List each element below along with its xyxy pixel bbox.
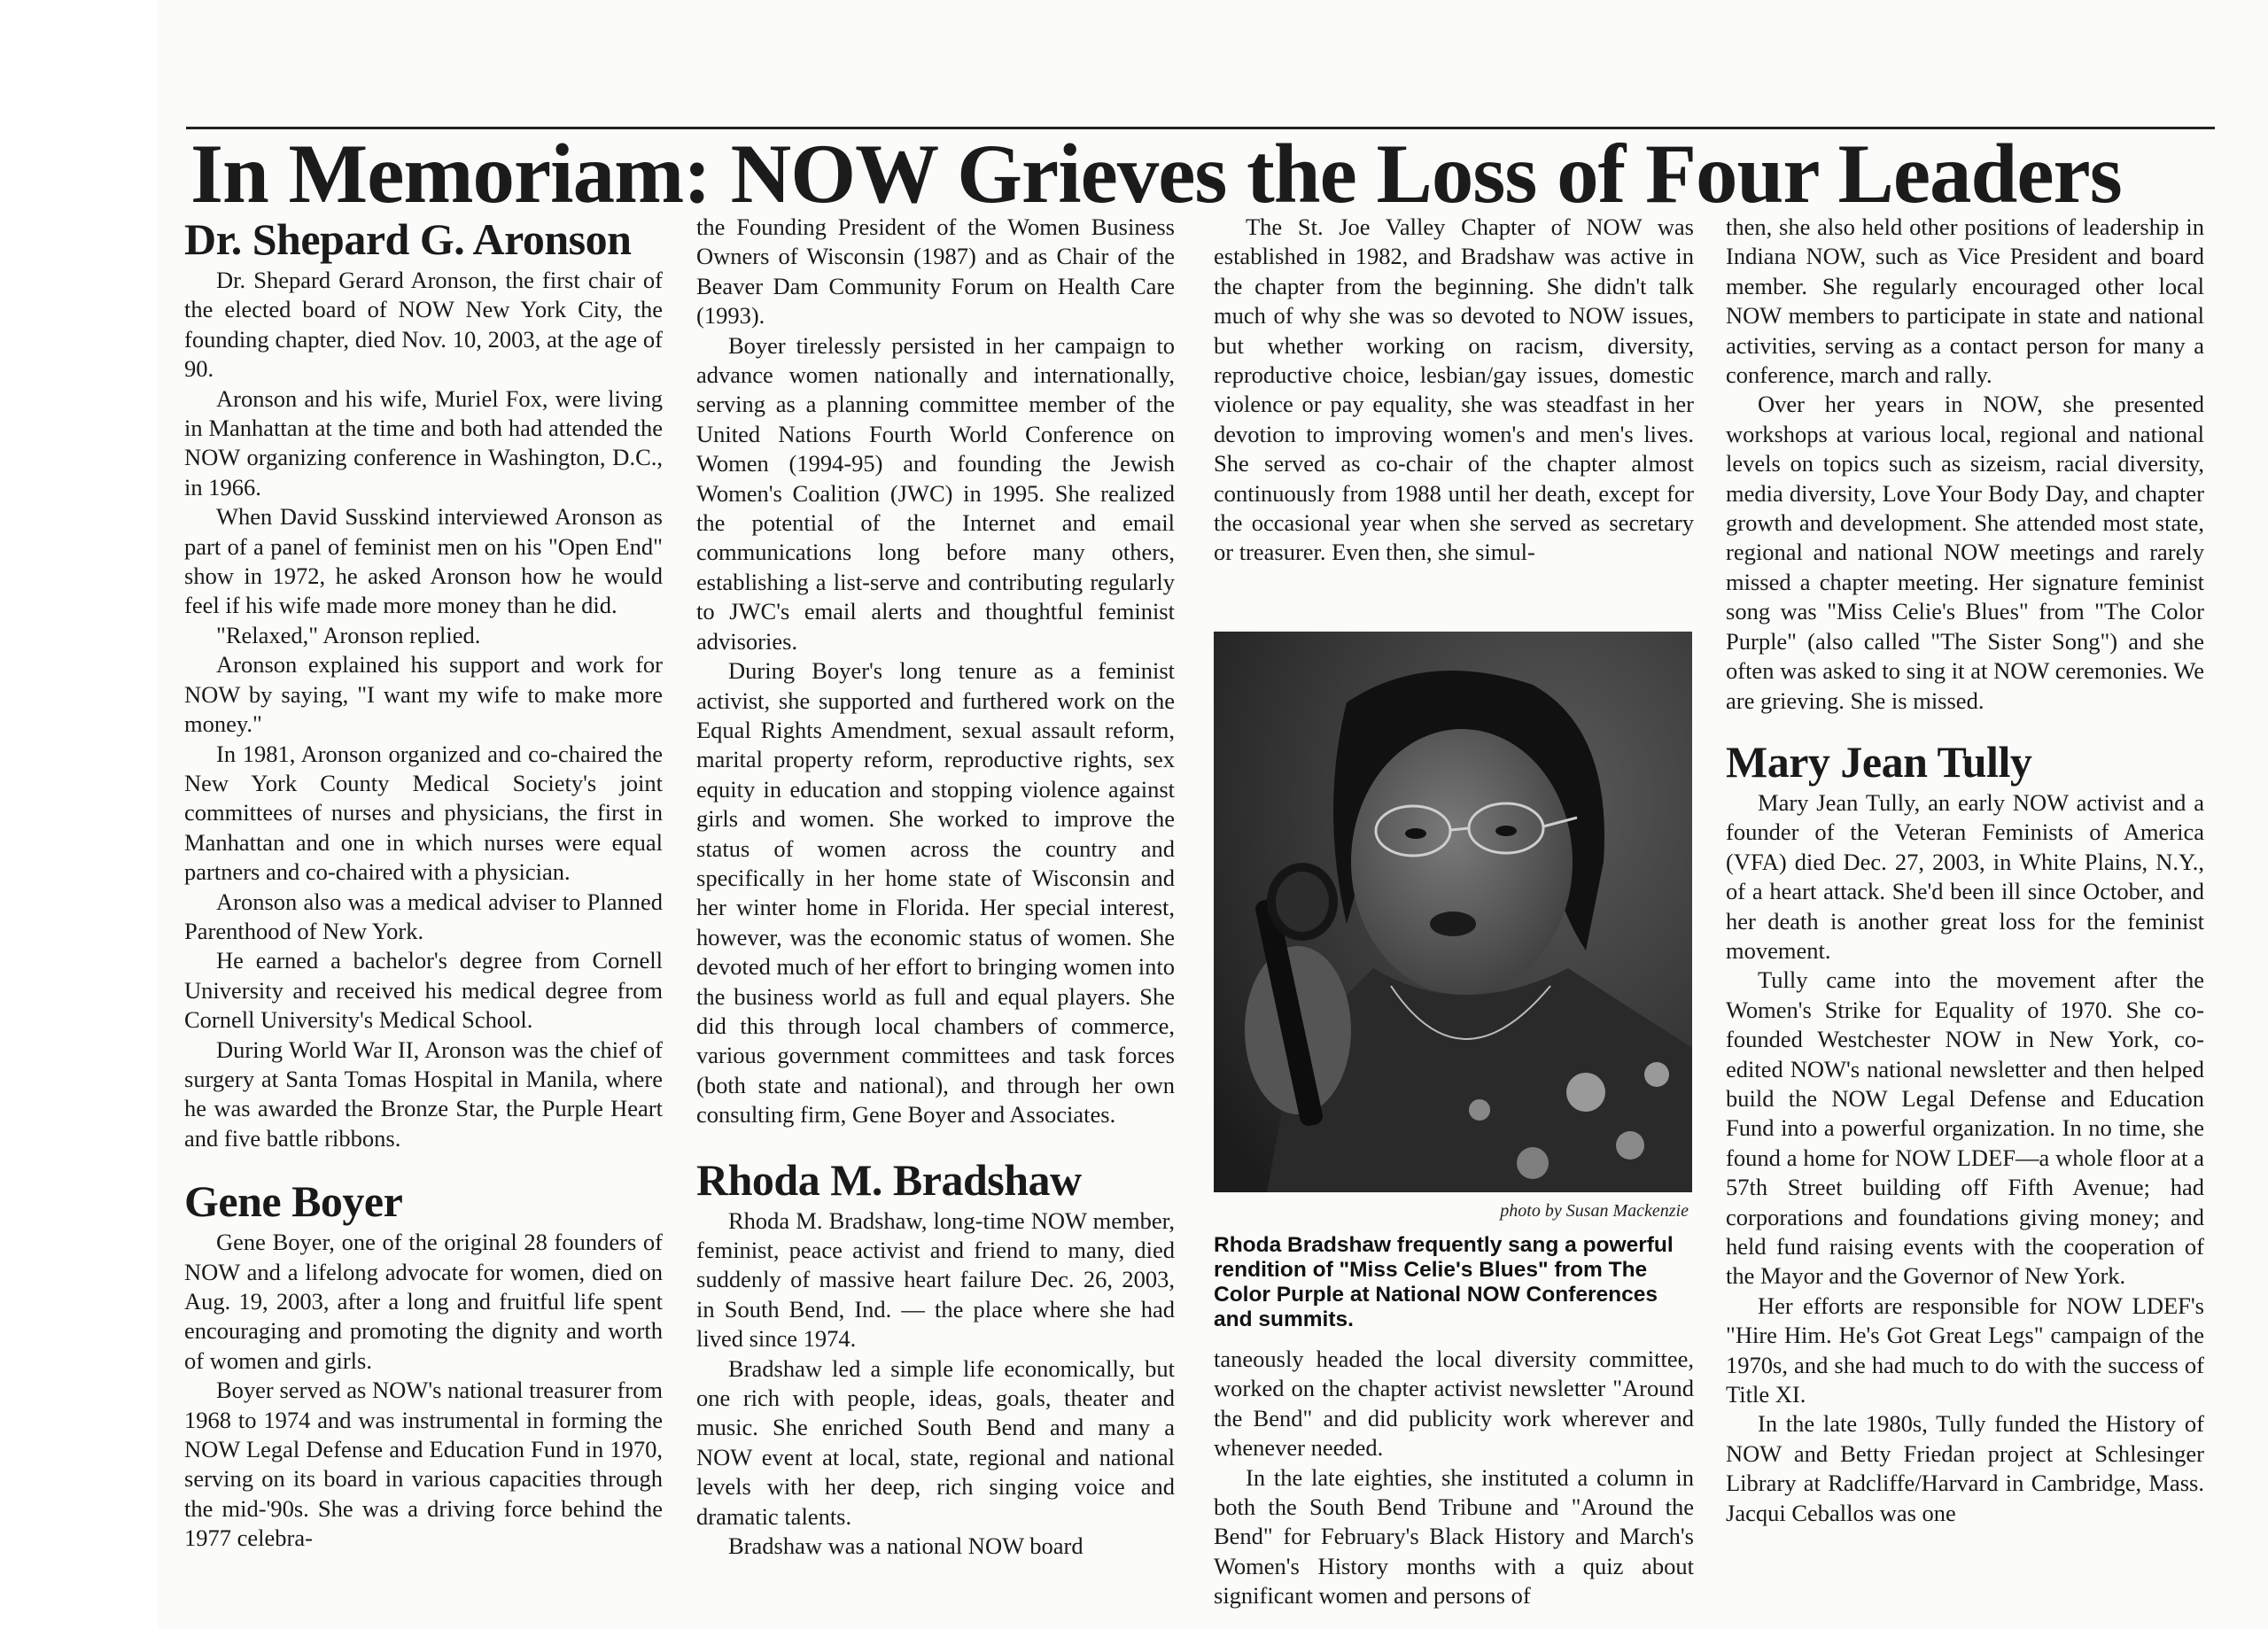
- aronson-heading: Dr. Shepard G. Aronson: [184, 214, 632, 264]
- bradshaw-paragraph: Bradshaw led a simple life economically, but one rich with people, ideas, goals, theater and music. She enriched South Bend and many a NOW event at local, state, regional and national levels with her deep, rich singing voice and dramatic talents.: [696, 1354, 1175, 1530]
- tully-paragraph: Her efforts are responsible for NOW LDEF's "Hire Him. He's Got Great Legs" campaign of the 1970s, and she had much to do with the success of Title XI.: [1726, 1292, 2204, 1408]
- aronson-paragraph: During World War II, Aronson was the chief of surgery at Santa Tomas Hospital in Manila, where he was awarded the Bronze Star, the Purple Heart and five battle ribbons.: [184, 1036, 663, 1152]
- boyer-paragraph: During Boyer's long tenure as a feminist activist, she supported and furthered work on the Equal Rights Amendment, sexual assault reform, marital property reform, reproductive rights, sex equity in education and stopping violence against girls and women. She worked to improve the status of women across the country and specifically in her home state of Wisconsin and her winter home in Florida. Her special interest, however, was the economic status of women. She devoted much of her effort to bringing women into the business world as full and equal players. She did this through local chambers of commerce, various government committees and task forces (both state and national), and through her own consulting firm, Gene Boyer and Associates.: [696, 657, 1175, 1129]
- aronson-paragraph: He earned a bachelor's degree from Cornell University and received his medical degree from Cornell University's Medical School.: [184, 947, 663, 1034]
- boyer-heading: Gene Boyer: [184, 1176, 403, 1227]
- aronson-paragraph: Aronson explained his support and work for NOW by saying, "I want my wife to make more money.": [184, 651, 663, 738]
- column-4: [1726, 213, 2204, 1621]
- aronson-paragraph: Aronson and his wife, Muriel Fox, were living in Manhattan at the time and both had attended the NOW organizing conference in Washington, D.C., in 1966.: [184, 384, 663, 500]
- tully-paragraph: Tully came into the movement after the Women's Strike for Equality of 1970. She co-founded Westchester NOW in New York, co-edited NOW's national newsletter and then helped build the NOW Legal Defense and Education Fund into a powerful organization. In no time, she found a home for NOW LDEF—a whole floor at a 57th Street building off Fifth Avenue; had corporations and foundations giving money; and held fund raising events with the cooperation of the Mayor and the Governor of New York.: [1726, 966, 2204, 1290]
- photo-illustration: [1214, 632, 1692, 1192]
- photo-caption: Rhoda Bradshaw frequently sang a powerful rendition of "Miss Celie's Blues" from The Color Purple at National NOW Conferences and summits.: [1214, 1233, 1674, 1331]
- aronson-paragraph: When David Susskind interviewed Aronson as part of a panel of feminist men on his "Open End" show in 1972, he asked Aronson how he would feel if his wife made more money than he did.: [184, 503, 663, 619]
- bradshaw-heading: Rhoda M. Bradshaw: [696, 1154, 1082, 1205]
- boyer-continuation: the Founding President of the Women Business Owners of Wisconsin (1987) and as Chair of the Beaver Dam Community Forum on Health Care (1993).: [696, 213, 1175, 330]
- tully-paragraph: Mary Jean Tully, an early NOW activist and a founder of the Veteran Feminists of America (VFA) died Dec. 27, 2003, in White Plains, N.Y., of a heart attack. She'd been ill since October, and her death is another great loss for the feminist movement.: [1726, 788, 2204, 964]
- boyer-paragraph: Boyer tirelessly persisted in her campaign to advance women nationally and internationally, serving as a planning committee member of the United Nations Fourth World Conference on Women (1994-95) and founding the Jewish Women's Coalition (JWC) in 1995. She realized the potential of the Internet and email communications long before many others, establishing a list-serve and contributing regularly to JWC's email alerts and thoughtful feminist advisories.: [696, 331, 1175, 655]
- bradshaw-paragraph: Over her years in NOW, she presented workshops at various local, regional and national levels on topics such as sizeism, racial diversity, media diversity, Love Your Body Day, and chapter growth and development. She attended most state, regional and national NOW meetings and rarely missed a chapter meeting. Her signature feminist song was "Miss Celie's Blues" from "The Color Purple" (also called "The Sister Song") and she often was asked to sing it at NOW ceremonies. We are grieving. She is missed.: [1726, 391, 2204, 714]
- photo-credit: photo by Susan Mackenzie: [1500, 1201, 1689, 1221]
- bradshaw-paragraph: Bradshaw was a national NOW board: [728, 1532, 1084, 1560]
- bradshaw-paragraph: In the late eighties, she instituted a column in both the South Bend Tribune and "Around the Bend" for February's Black History and March's Women's History months with a quiz about significant women and persons of: [1214, 1463, 1694, 1610]
- page-headline: In Memoriam: NOW Grieves the Loss of Four Leaders: [190, 127, 2122, 221]
- aronson-paragraph: In 1981, Aronson organized and co-chaired the New York County Medical Society's joint committees of nurses and physicians, the first in Manhattan and one in which nurses were equal partners and co-chaired with a physician.: [184, 740, 663, 886]
- boyer-paragraph: Boyer served as NOW's national treasurer from 1968 to 1974 and was instrumental in forming the NOW Legal Defense and Education Fund in 1970, serving on its board in various capacities through the mid-'90s. She was a driving force behind the 1977 celebra-: [184, 1377, 663, 1552]
- aronson-paragraph: "Relaxed," Aronson replied.: [216, 621, 481, 648]
- bradshaw-paragraph: The St. Joe Valley Chapter of NOW was established in 1982, and Bradshaw was active in the chapter from the beginning. She didn't talk much of why she was so devoted to NOW issues, but whether working on racism, diversity, reproductive choice, lesbian/gay issues, domestic violence or pay equality, she was steadfast in her devotion to improving women's and men's lives. She served as co-chair of the chapter almost continuously from 1988 until her death, except for the occasional year when she served as secretary or treasurer. Even then, she simul-: [1214, 213, 1694, 566]
- aronson-paragraph: Aronson also was a medical adviser to Planned Parenthood of New York.: [184, 888, 663, 944]
- aronson-paragraph: Dr. Shepard Gerard Aronson, the first chair of the elected board of NOW New York City, the founding chapter, died Nov. 10, 2003, at the age of 90.: [184, 267, 663, 383]
- column-1: [184, 213, 663, 1621]
- boyer-paragraph: Gene Boyer, one of the original 28 founders of NOW and a lifelong advocate for women, died on Aug. 19, 2003, after a long and fruitful life spent encouraging and promoting the dignity and worth of women and girls.: [184, 1229, 663, 1374]
- column-3-bottom: [1214, 1345, 1694, 1628]
- column-3-top: [1214, 213, 1694, 602]
- bradshaw-paragraph: Rhoda M. Bradshaw, long-time NOW member, feminist, peace activist and friend to many, died suddenly of massive heart failure Dec. 26, 2003, in South Bend, Ind. — the place where she had lived since 1974.: [696, 1206, 1175, 1353]
- bradshaw-continuation: then, she also held other positions of leadership in Indiana NOW, such as Vice President and board member. She regularly encouraged other local NOW members to participate in state and national activities, serving as a contact person for many a conference, march and rally.: [1726, 213, 2204, 389]
- column-2: [696, 213, 1175, 1621]
- bradshaw-photo: [1214, 632, 1692, 1192]
- tully-paragraph: In the late 1980s, Tully funded the History of NOW and Betty Friedan project at Schlesinger Library at Radcliffe/Harvard in Cambridge, Mass. Jacqui Ceballos was one: [1726, 1410, 2204, 1526]
- bradshaw-continuation: taneously headed the local diversity committee, worked on the chapter activist newsletter "Around the Bend" and did publicity work wherever and whenever needed.: [1214, 1346, 1694, 1462]
- tully-heading: Mary Jean Tully: [1726, 736, 2032, 787]
